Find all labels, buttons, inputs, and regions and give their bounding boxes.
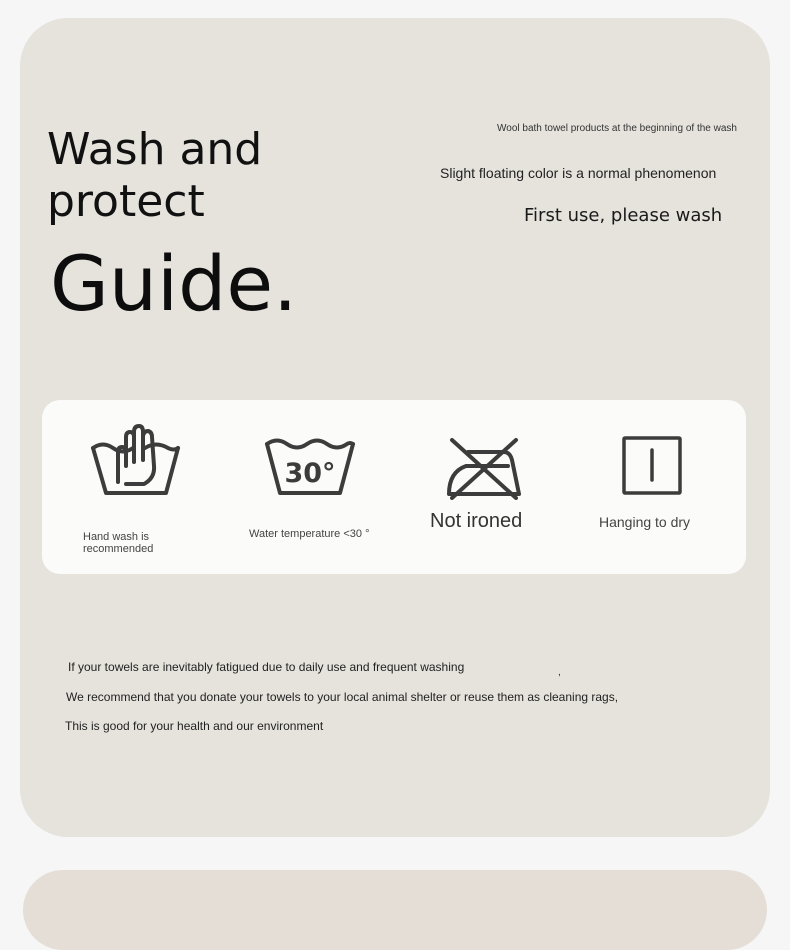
hand-wash-icon [90, 422, 182, 498]
care-icons-panel [42, 400, 746, 574]
note-first-use: First use, please wash [524, 205, 723, 226]
paragraph-line1: If your towels are inevitably fatigued due to daily use and frequent washing [68, 660, 465, 674]
care-label-water-temp: Water temperature <30 ° [249, 528, 370, 540]
svg-text:30°: 30° [284, 458, 336, 489]
guide-title-line1: Wash and protect [47, 124, 263, 227]
care-label-hang-dry: Hanging to dry [599, 514, 691, 530]
hang-dry-icon [622, 436, 682, 496]
no-iron-icon [446, 436, 522, 500]
care-item-hang-dry [622, 436, 682, 496]
care-label-no-iron: Not ironed [430, 510, 523, 532]
care-item-hand-wash [90, 422, 182, 498]
note-first-wash: Wool bath towel products at the beginning of the wash [497, 123, 737, 134]
paragraph-line3: This is good for your health and our environment [65, 719, 324, 733]
next-section-card [23, 870, 767, 950]
care-guide-card [20, 18, 770, 837]
paragraph-mark: , [558, 667, 561, 678]
paragraph-line2: We recommend that you donate your towels to your local animal shelter or reuse them as cleaning rags, [66, 690, 619, 704]
care-label-hand-wash: Hand wash is recommended [83, 531, 154, 555]
care-item-water-temp [264, 438, 356, 498]
care-item-no-iron [446, 436, 522, 500]
guide-title-line2: Guide. [50, 239, 298, 328]
water-30-icon [264, 438, 356, 498]
note-floating-color: Slight floating color is a normal phenomenon [440, 165, 717, 181]
